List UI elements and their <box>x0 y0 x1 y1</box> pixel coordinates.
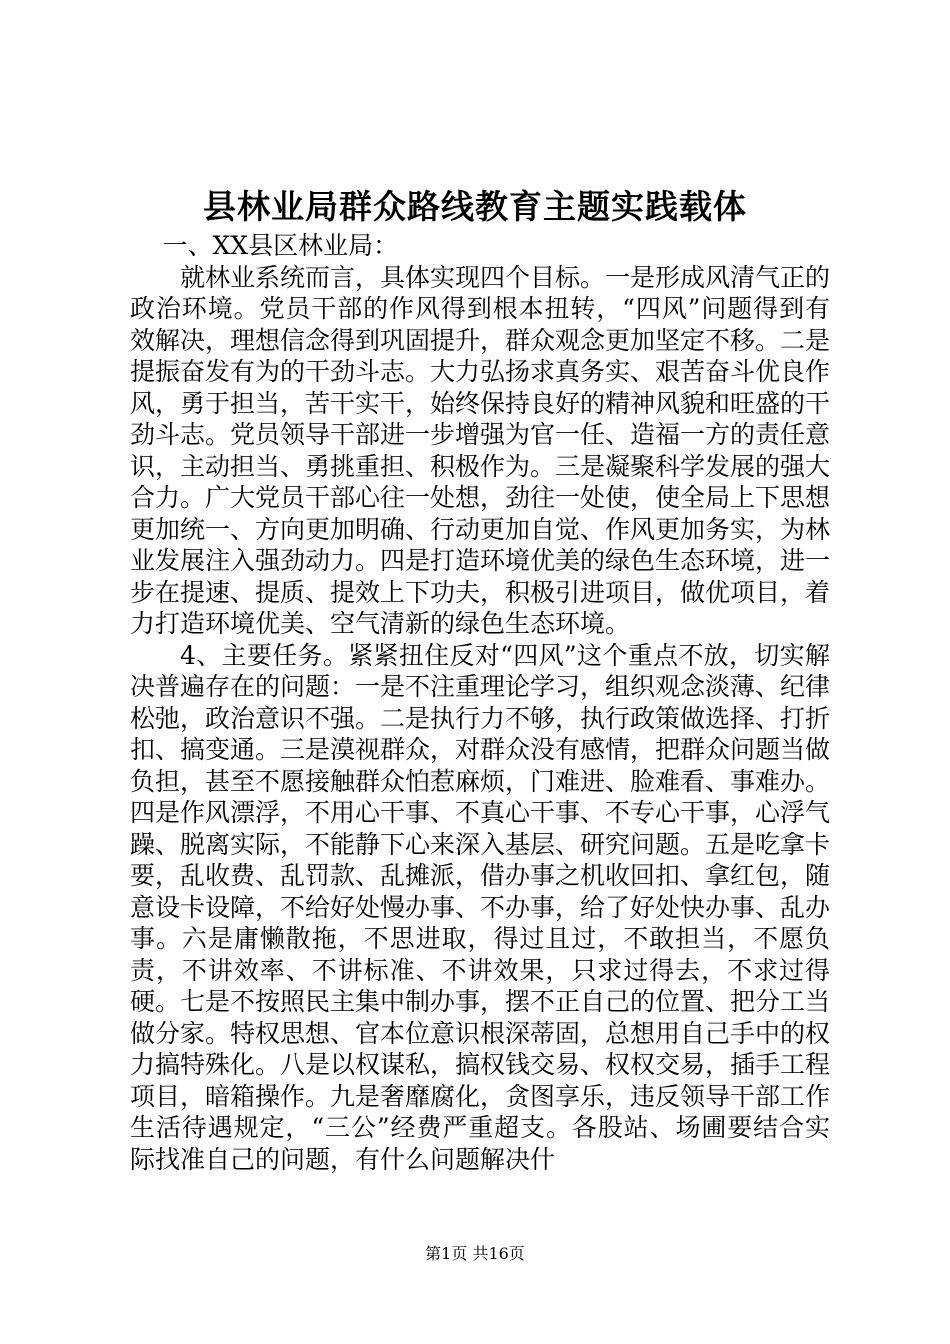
paragraph-tasks: 4、主要任务。紧紧扭住反对“四风”这个重点不放，切实解决普遍存在的问题：一是不注重理论学习，组织观念淡薄、纪律松弛，政治意识不强。二是执行力不够，执行政策做选择、打折扣、搞变通。三是漠视群众，对群众没有感情，把群众问题当做负担，甚至不愿接触群众怕惹麻烦，门难进、脸难看、事难办。四是作风漂浮，不用心干事、不真心干事、不专心干事，心浮气躁、脱离实际，不能静下心来深入基层、研究问题。五是吃拿卡要，乱收费、乱罚款、乱摊派，借办事之机收回扣、拿红包，随意设卡设障，不给好处慢办事、不办事，给了好处快办事、乱办事。六是庸懒散拖，不思进取，得过且过，不敢担当，不愿负责，不讲效率、不讲标准、不讲效果，只求过得去，不求过得硬。七是不按照民主集中制办事，摆不正自己的位置、把分工当做分家。特权思想、官本位意识根深蒂固，总想用自己手中的权力搞特殊化。八是以权谋私，搞权钱交易、权权交易，插手工程项目，暗箱操作。九是奢靡腐化，贪图享乐，违反领导干部工作生活待遇规定，“三公”经费严重超支。各股站、场圃要结合实际找准自己的问题，有什么问题解决什 <box>130 640 831 1174</box>
page-footer: 第1页 共16页 <box>425 1244 525 1263</box>
paragraph-goals: 就林业系统而言，具体实现四个目标。一是形成风清气正的政治环境。党员干部的作风得到根本扭转，“四风”问题得到有效解决，理想信念得到巩固提升，群众观念更加坚定不移。二是提振奋发有为的干劲斗志。大力弘扬求真务实、艰苦奋斗优良作风，勇于担当，苦干实干，始终保持良好的精神风貌和旺盛的干劲斗志。党员领导干部进一步增强为官一任、造福一方的责任意识，主动担当、勇挑重担、积极作为。三是凝聚科学发展的强大合力。广大党员干部心往一处想，劲往一处使，使全局上下思想更加统一、方向更加明确、行动更加自觉、作风更加务实，为林业发展注入强劲动力。四是打造环境优美的绿色生态环境，进一步在提速、提质、提效上下功夫，积极引进项目，做优项目，着力打造环境优美、空气清新的绿色生态环境。 <box>130 262 831 638</box>
document-body <box>130 230 830 1175</box>
document-title: 县林业局群众路线教育主题实践载体 <box>203 187 747 226</box>
section-heading: 一、XX县区林业局： <box>162 231 399 260</box>
